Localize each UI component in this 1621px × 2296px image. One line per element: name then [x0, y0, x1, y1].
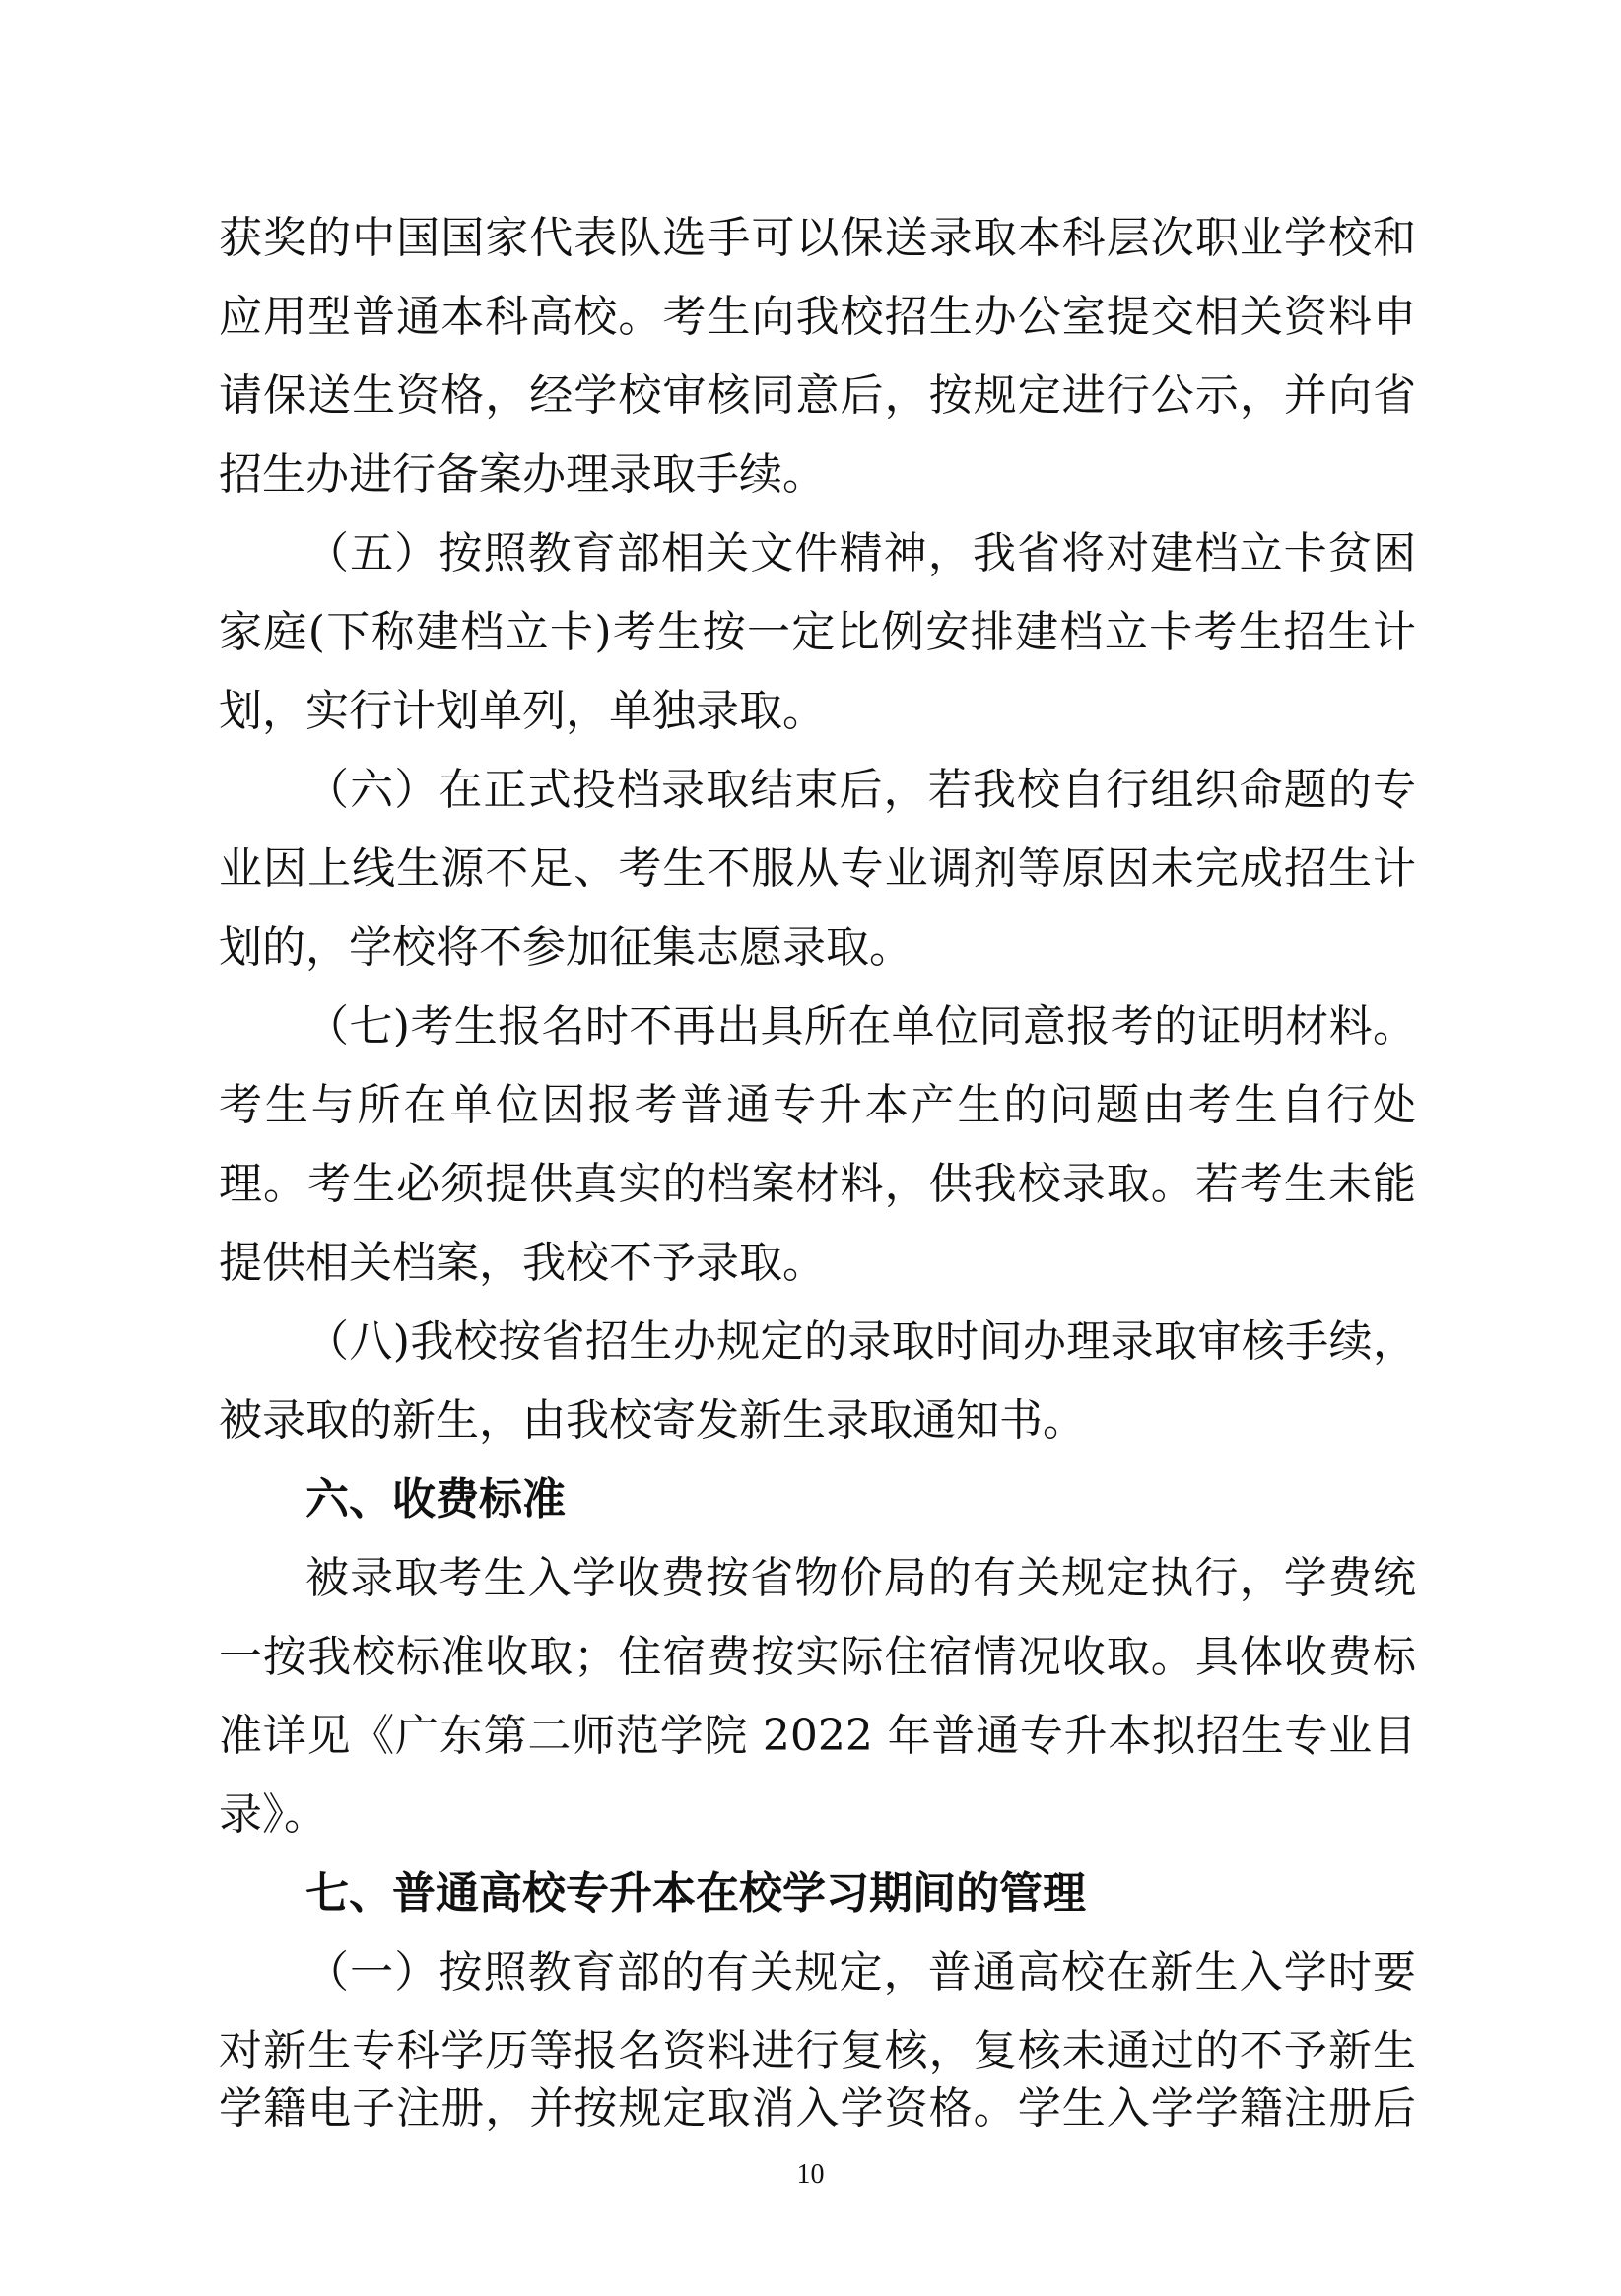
- body-text-line: 被录取的新生，由我校寄发新生录取通知书。: [219, 1395, 1086, 1446]
- body-text-line: 考生与所在单位因报考普通专升本产生的问题由考生自行处: [219, 1080, 1416, 1130]
- body-text-line: 准详见《广东第二师范学院 2022 年普通专升本拟招生专业目: [219, 1711, 1416, 1761]
- paragraph-first-line: （六）在正式投档录取结束后，若我校自行组织命题的专: [305, 765, 1416, 815]
- section-heading: 七、普通高校专升本在校学习期间的管理: [305, 1868, 1086, 1919]
- body-text-line: 请保送生资格，经学校审核同意后，按规定进行公示，并向省: [219, 371, 1416, 421]
- body-text-line: 学籍电子注册，并按规定取消入学资格。学生入学学籍注册后: [219, 2083, 1416, 2133]
- body-text-line: 获奖的中国国家代表队选手可以保送录取本科层次职业学校和: [219, 213, 1416, 263]
- body-text-line: 家庭(下称建档立卡)考生按一定比例安排建档立卡考生招生计: [219, 607, 1416, 657]
- paragraph-first-line: （七)考生报名时不再出具所在单位同意报考的证明材料。: [305, 1001, 1416, 1051]
- body-text-line: 理。考生必须提供真实的档案材料，供我校录取。若考生未能: [219, 1159, 1416, 1209]
- body-text-line: 划的，学校将不参加征集志愿录取。: [219, 922, 912, 973]
- body-text-line: 招生办进行备案办理录取手续。: [219, 449, 826, 500]
- paragraph-first-line: （一）按照教育部的有关规定，普通高校在新生入学时要: [305, 1947, 1416, 1997]
- body-text-line: 提供相关档案，我校不予录取。: [219, 1238, 826, 1288]
- body-text-line: 应用型普通本科高校。考生向我校招生办公室提交相关资料申: [219, 292, 1416, 342]
- body-text-line: 录》。: [219, 1790, 327, 1840]
- paragraph-first-line: 被录取考生入学收费按省物价局的有关规定执行，学费统: [305, 1553, 1416, 1603]
- paragraph-first-line: （五）按照教育部相关文件精神，我省将对建档立卡贫困: [305, 528, 1416, 578]
- body-text-line: 业因上线生源不足、考生不服从专业调剂等原因未完成招生计: [219, 844, 1416, 894]
- section-heading: 六、收费标准: [305, 1474, 566, 1524]
- body-text-line: 划，实行计划单列，单独录取。: [219, 686, 826, 736]
- body-text-line: 一按我校标准收取；住宿费按实际住宿情况收取。具体收费标: [219, 1632, 1416, 1682]
- paragraph-first-line: （八)我校按省招生办规定的录取时间办理录取审核手续，: [305, 1317, 1416, 1367]
- page-number: 10: [796, 2159, 825, 2190]
- body-text-line: 对新生专科学历等报名资料进行复核，复核未通过的不予新生: [219, 2026, 1416, 2076]
